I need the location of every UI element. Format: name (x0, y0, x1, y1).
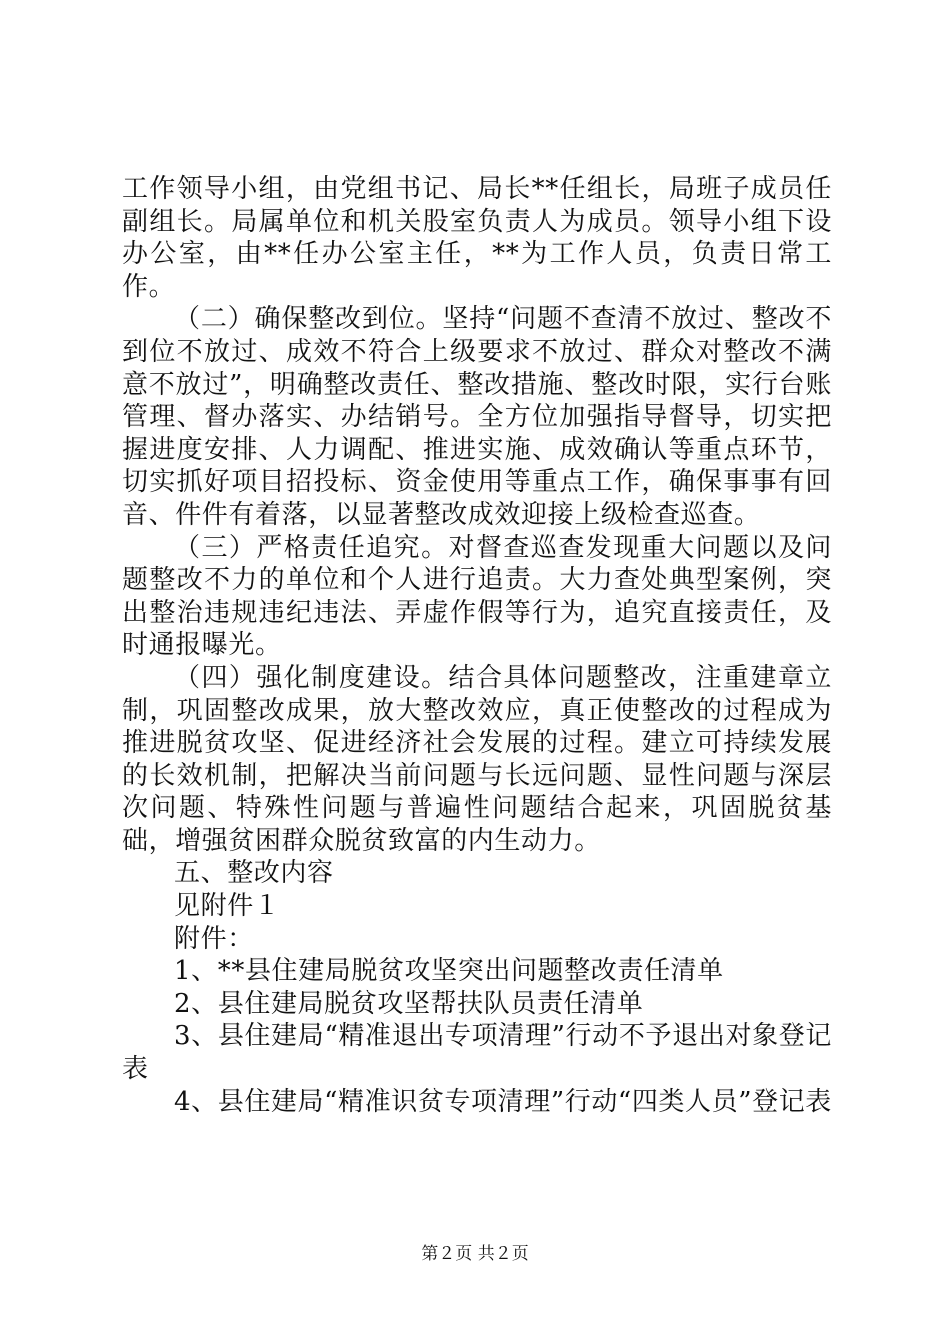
attachments-heading: 附件： (174, 923, 254, 954)
attachment-item-1: 1、**县住建局脱贫攻坚突出问题整改责任清单 (174, 956, 724, 987)
attachment-item-4: 4、县住建局“精准识贫专项清理”行动“四类人员”登记表 (174, 1086, 832, 1117)
attachment-item-2: 2、县住建局脱贫攻坚帮扶队员责任清单 (174, 988, 644, 1019)
page-footer (0, 1243, 950, 1265)
total-pages: 共２页 (477, 1244, 529, 1264)
page-number: 第２页 (421, 1244, 473, 1264)
paragraph-accountability: （三）严格责任追究。对督查巡查发现重大问题以及问题整改不力的单位和个人进行追责。大力查处典型案例，突出整治违规违纪违法、弄虚作假等行为，追究直接责任，及时通报曝光。 (122, 532, 832, 661)
paragraph-system-building: （四）强化制度建设。结合具体问题整改，注重建章立制，巩固整改成果，放大整改效应，真正使整改的过程成为推进脱贫攻坚、促进经济社会发展的过程。建立可持续发展的长效机制，把解决当前问题与长远问题、显性问题与深层次问题、特殊性问题与普遍性问题结合起来，巩固脱贫基础，增强贫困群众脱贫致富的内生动力。 (122, 662, 832, 856)
document-body (122, 173, 832, 1118)
section-heading-rectification-content: 五、整改内容 (174, 858, 334, 889)
paragraph-leading-group: 工作领导小组，由党组书记、局长**任组长，局班子成员任副组长。局属单位和机关股室负责人为成员。领导小组下设办公室，由**任办公室主任，**为工作人员，负责日常工作。 (122, 174, 832, 302)
paragraph-ensure-rectification: （二）确保整改到位。坚持“问题不查清不放过、整改不到位不放过、成效不符合上级要求不放过、群众对整改不满意不放过”，明确整改责任、整改措施、整改时限，实行台账管理、督办落实、办结销号。全方位加强指导督导，切实把握进度安排、人力调配、推进实施、成效确认等重点环节，切实抓好项目招投标、资金使用等重点工作，确保事事有回音、件件有着落，以显著整改成效迎接上级检查巡查。 (122, 304, 832, 530)
paragraph-see-attachment: 见附件１ (174, 891, 281, 922)
attachment-item-3: 3、县住建局“精准退出专项清理”行动不予退出对象登记表 (122, 1021, 832, 1085)
